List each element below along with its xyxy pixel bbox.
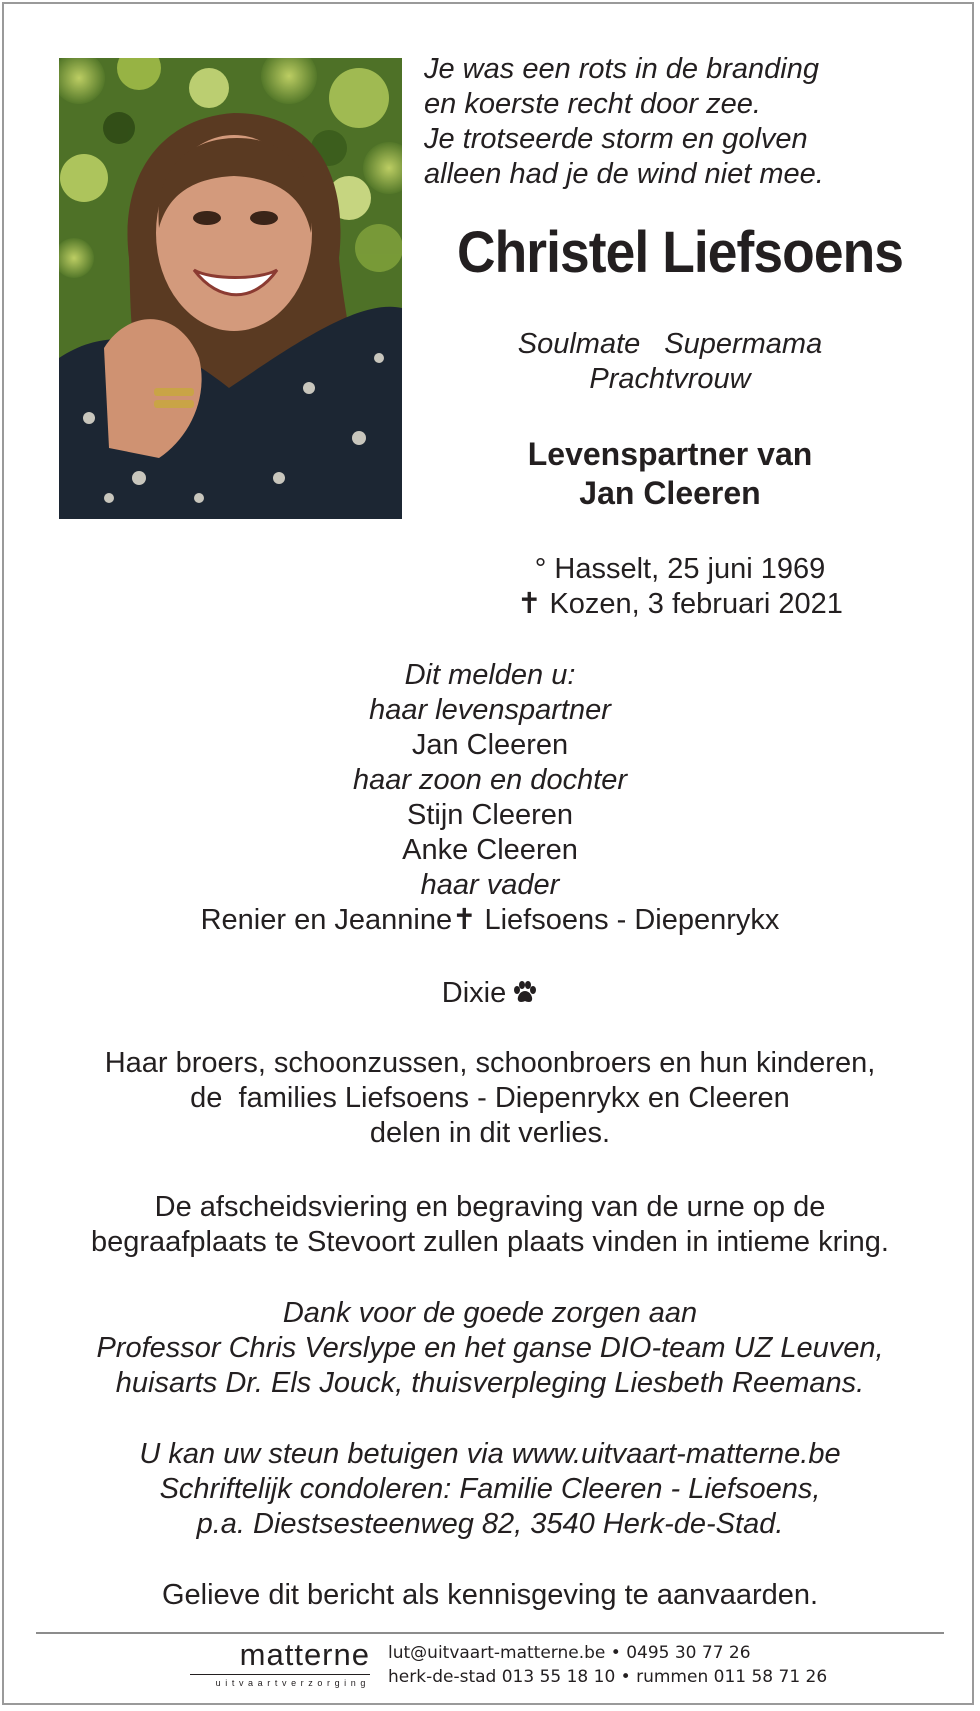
family-line: Anke Cleeren bbox=[402, 834, 578, 866]
family-list bbox=[40, 658, 940, 938]
footer-divider bbox=[36, 1632, 944, 1634]
family-line: haar vader bbox=[420, 869, 560, 901]
portrait-illustration bbox=[59, 58, 402, 519]
partner-block bbox=[440, 435, 900, 513]
pet-name: Dixie bbox=[441, 977, 507, 1009]
notice-line: Gelieve dit bericht als kennisgeving te aanvaarden. bbox=[161, 1579, 819, 1611]
logo-underline bbox=[190, 1674, 370, 1675]
family-line: Renier en Jeannine✝ Liefsoens - Diepenrykx bbox=[200, 904, 780, 936]
family-line: Stijn Cleeren bbox=[406, 799, 574, 831]
footer-contact bbox=[388, 1641, 908, 1689]
contact-line: herk-de-stad 013 55 18 10 • rummen 011 58 71 26 bbox=[388, 1667, 828, 1687]
text-line: Professor Chris Verslype en het ganse DIO-team UZ Leuven, bbox=[96, 1332, 884, 1364]
ceremony-paragraph bbox=[40, 1190, 940, 1260]
text-line: p.a. Diestsesteenweg 82, 3540 Herk-de-Stad. bbox=[196, 1508, 784, 1540]
epithets bbox=[430, 327, 910, 397]
poem-line: alleen had je de wind niet mee. bbox=[424, 158, 824, 190]
text-line: de families Liefsoens - Diepenrykx en Cleeren bbox=[190, 1082, 790, 1114]
poem-line: Je was een rots in de branding bbox=[424, 53, 819, 85]
logo-brand: matterne bbox=[239, 1637, 370, 1672]
thanks-paragraph bbox=[40, 1296, 940, 1401]
family-line: haar zoon en dochter bbox=[352, 764, 628, 796]
life-dates bbox=[480, 552, 880, 622]
relatives-paragraph bbox=[40, 1046, 940, 1151]
deceased-name: Christel Liefsoens bbox=[456, 220, 904, 285]
epithet: Supermama bbox=[664, 328, 823, 360]
text-line: Haar broers, schoonzussen, schoonbroers en hun kinderen, bbox=[104, 1047, 876, 1079]
support-paragraph bbox=[40, 1437, 940, 1542]
death-date: ✝ Kozen, 3 februari 2021 bbox=[517, 588, 843, 620]
text-line: huisarts Dr. Els Jouck, thuisverpleging Liesbeth Reemans. bbox=[115, 1367, 865, 1399]
funeral-home-logo bbox=[190, 1638, 370, 1689]
text-line: delen in dit verlies. bbox=[369, 1117, 611, 1149]
epithet: Prachtvrouw bbox=[589, 363, 751, 395]
family-line: haar levenspartner bbox=[369, 694, 611, 726]
birth-date: ° Hasselt, 25 juni 1969 bbox=[534, 553, 826, 585]
poem bbox=[424, 52, 944, 192]
poem-line: en koerste recht door zee. bbox=[424, 88, 761, 120]
epithet: Soulmate bbox=[517, 328, 641, 360]
text-line: Schriftelijk condoleren: Familie Cleeren - Liefsoens, bbox=[159, 1473, 821, 1505]
logo-tagline: uitvaartverzorging bbox=[215, 1678, 370, 1688]
text-line: De afscheidsviering en begraving van de urne op de bbox=[154, 1191, 826, 1223]
pet-line bbox=[40, 976, 940, 1015]
text-line: U kan uw steun betuigen via www.uitvaart-matterne.be bbox=[139, 1438, 841, 1470]
portrait-photo bbox=[59, 58, 402, 519]
text-line: begraafplaats te Stevoort zullen plaats vinden in intieme kring. bbox=[91, 1226, 889, 1258]
text-line: Dank voor de goede zorgen aan bbox=[282, 1297, 698, 1329]
partner-label: Levenspartner van bbox=[527, 436, 813, 472]
paw-print-icon bbox=[512, 980, 538, 1015]
poem-line: Je trotseerde storm en golven bbox=[424, 123, 808, 155]
family-line: Jan Cleeren bbox=[411, 729, 569, 761]
family-line: Dit melden u: bbox=[404, 659, 576, 691]
partner-name: Jan Cleeren bbox=[579, 475, 761, 511]
contact-line: lut@uitvaart-matterne.be • 0495 30 77 26 bbox=[388, 1643, 751, 1663]
